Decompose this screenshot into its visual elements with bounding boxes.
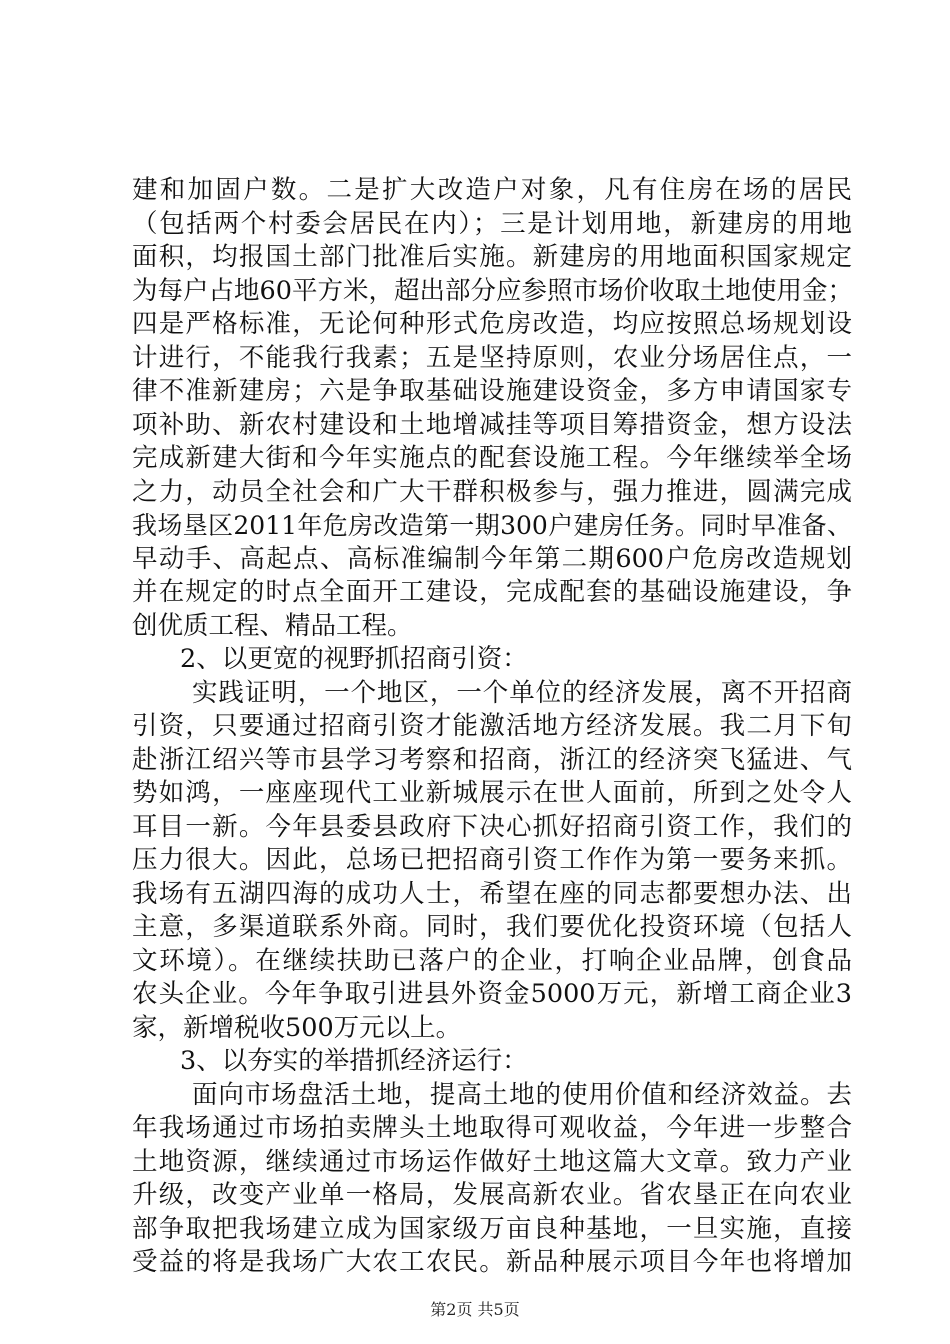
text-line: 我场有五湖四海的成功人士，希望在座的同志都要想办法、出 [132, 878, 852, 909]
body-text [132, 174, 852, 1280]
text-line: 年我场通过市场拍卖牌头土地取得可观收益，今年进一步整合 [132, 1113, 852, 1143]
text-line: 面积，均报国土部门批准后实施。新建房的用地面积国家规定 [132, 242, 852, 272]
text-line: 主意，多渠道联系外商。同时，我们要优化投资环境（包括人 [132, 912, 852, 942]
text-line: 并在规定的时点全面开工建设，完成配套的基础设施建设，争 [132, 577, 852, 607]
section-heading: 3、以夯实的举措抓经济运行： [180, 1046, 528, 1076]
text-line: （包括两个村委会居民在内）；三是计划用地，新建房的用地 [132, 208, 852, 239]
text-line: 我场垦区2011年危房改造第一期300户建房任务。同时早准备、 [132, 511, 852, 540]
text-line: 耳目一新。今年县委县政府下决心抓好招商引资工作，我们的 [132, 811, 852, 842]
text-line: 计进行，不能我行我素；五是坚持原则，农业分场居住点，一 [132, 342, 852, 373]
text-line: 创优质工程、精品工程。 [132, 610, 413, 641]
text-line: 实践证明，一个地区，一个单位的经济发展，离不开招商 [192, 677, 852, 708]
text-line: 农头企业。今年争取引进县外资金5000万元，新增工商企业3 [132, 979, 852, 1009]
text-line: 升级，改变产业单一格局，发展高新农业。省农垦正在向农业 [132, 1180, 852, 1210]
text-line: 早动手、高起点、高标准编制今年第二期600户危房改造规划 [132, 543, 852, 574]
text-line: 完成新建大街和今年实施点的配套设施工程。今年继续举全场 [132, 443, 852, 473]
text-line: 为每户占地60平方米，超出部分应参照市场价收取土地使用金； [132, 275, 853, 306]
text-line: 压力很大。因此，总场已把招商引资工作作为第一要务来抓。 [132, 845, 852, 875]
text-line: 之力，动员全社会和广大干群积极参与，强力推进，圆满完成 [132, 476, 852, 507]
text-line: 面向市场盘活土地，提高土地的使用价值和经济效益。去 [192, 1079, 852, 1110]
text-line: 四是严格标准，无论何种形式危房改造，均应按照总场规划设 [132, 309, 852, 339]
text-line: 势如鸿，一座座现代工业新城展示在世人面前，所到之处令人 [132, 778, 852, 808]
text-line: 受益的将是我场广大农工农民。新品种展示项目今年也将增加 [132, 1247, 852, 1277]
text-line: 赴浙江绍兴等市县学习考察和招商，浙江的经济突飞猛进、气 [132, 744, 852, 775]
text-line: 建和加固户数。二是扩大改造户对象，凡有住房在场的居民 [132, 175, 852, 205]
text-line: 文环境）。在继续扶助已落户的企业，打响企业品牌，创食品 [132, 945, 852, 976]
text-line: 律不准新建房；六是争取基础设施建设资金，多方申请国家专 [132, 376, 852, 406]
page-number-footer: 第2页 共5页 [430, 1300, 520, 1319]
section-heading: 2、以更宽的视野抓招商引资： [180, 644, 528, 674]
text-line: 引资，只要通过招商引资才能激活地方经济发展。我二月下旬 [132, 711, 852, 741]
text-line: 家，新增税收500万元以上。 [132, 1012, 462, 1043]
text-line: 部争取把我场建立成为国家级万亩良种基地，一旦实施，直接 [132, 1213, 852, 1244]
text-line: 项补助、新农村建设和土地增减挂等项目筹措资金，想方设法 [132, 409, 852, 440]
text-line: 土地资源，继续通过市场运作做好土地这篇大文章。致力产业 [132, 1146, 852, 1177]
